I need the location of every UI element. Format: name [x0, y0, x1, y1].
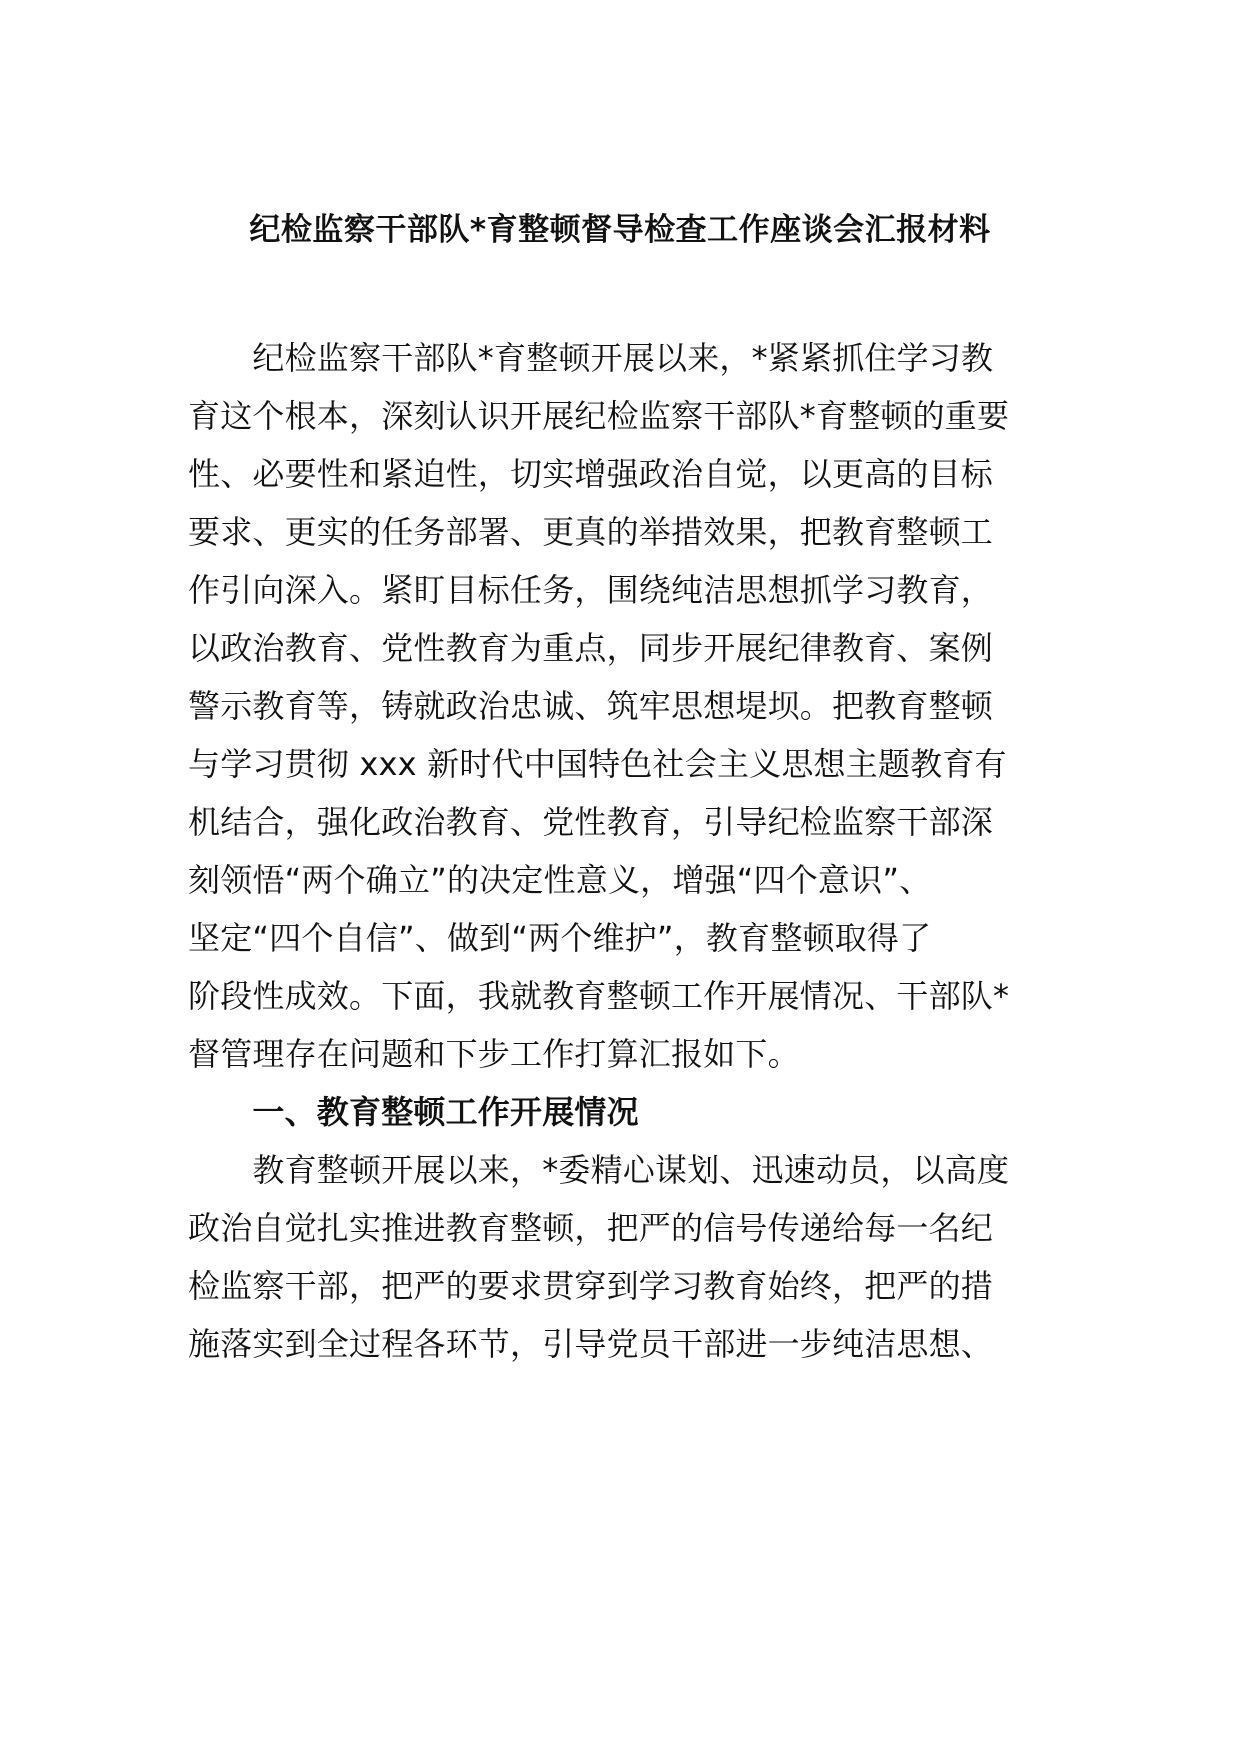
paragraph-line: 督管理存在问题和下步工作打算汇报如下。 — [188, 1035, 800, 1073]
document-title: 纪检监察干部队*育整顿督导检查工作座谈会汇报材料 — [249, 212, 991, 248]
paragraph-line: 育这个根本，深刻认识开展纪检监察干部队*育整顿的重要 — [188, 397, 1010, 435]
paragraph-line: 作引向深入。紧盯目标任务，围绕纯洁思想抓学习教育， — [188, 571, 994, 609]
paragraph-line: 检监察干部，把严的要求贯穿到学习教育始终，把严的措 — [188, 1267, 994, 1305]
paragraph-line: 警示教育等，铸就政治忠诚、筑牢思想堤坝。把教育整顿 — [188, 687, 994, 725]
paragraph-line: 政治自觉扎实推进教育整顿，把严的信号传递给每一名纪 — [188, 1209, 994, 1247]
paragraph-line: 性、必要性和紧迫性，切实增强政治自觉，以更高的目标 — [188, 455, 994, 493]
paragraph-line: 纪检监察干部队*育整顿开展以来，*紧紧抓住学习教 — [188, 339, 994, 377]
paragraph-line: 刻领悟“两个确立”的决定性意义，增强“四个意识”、 — [188, 861, 932, 899]
paragraph-line: 坚定“四个自信”、做到“两个维护”，教育整顿取得了 — [188, 919, 932, 957]
paragraph-line: 与学习贯彻 xxx 新时代中国特色社会主义思想主题教育有 — [188, 745, 1007, 783]
paragraph-line: 施落实到全过程各环节，引导党员干部进一步纯洁思想、 — [188, 1325, 994, 1363]
paragraph-line: 教育整顿开展以来，*委精心谋划、迅速动员，以高度 — [188, 1151, 1010, 1189]
paragraph-line: 要求、更实的任务部署、更真的举措效果，把教育整顿工 — [188, 513, 994, 551]
section-heading: 一、教育整顿工作开展情况 — [188, 1093, 639, 1131]
paragraph-line: 阶段性成效。下面，我就教育整顿工作开展情况、干部队* — [188, 977, 1010, 1015]
paragraph-line: 机结合，强化政治教育、党性教育，引导纪检监察干部深 — [188, 803, 994, 841]
paragraph-line: 以政治教育、党性教育为重点，同步开展纪律教育、案例 — [188, 629, 994, 667]
